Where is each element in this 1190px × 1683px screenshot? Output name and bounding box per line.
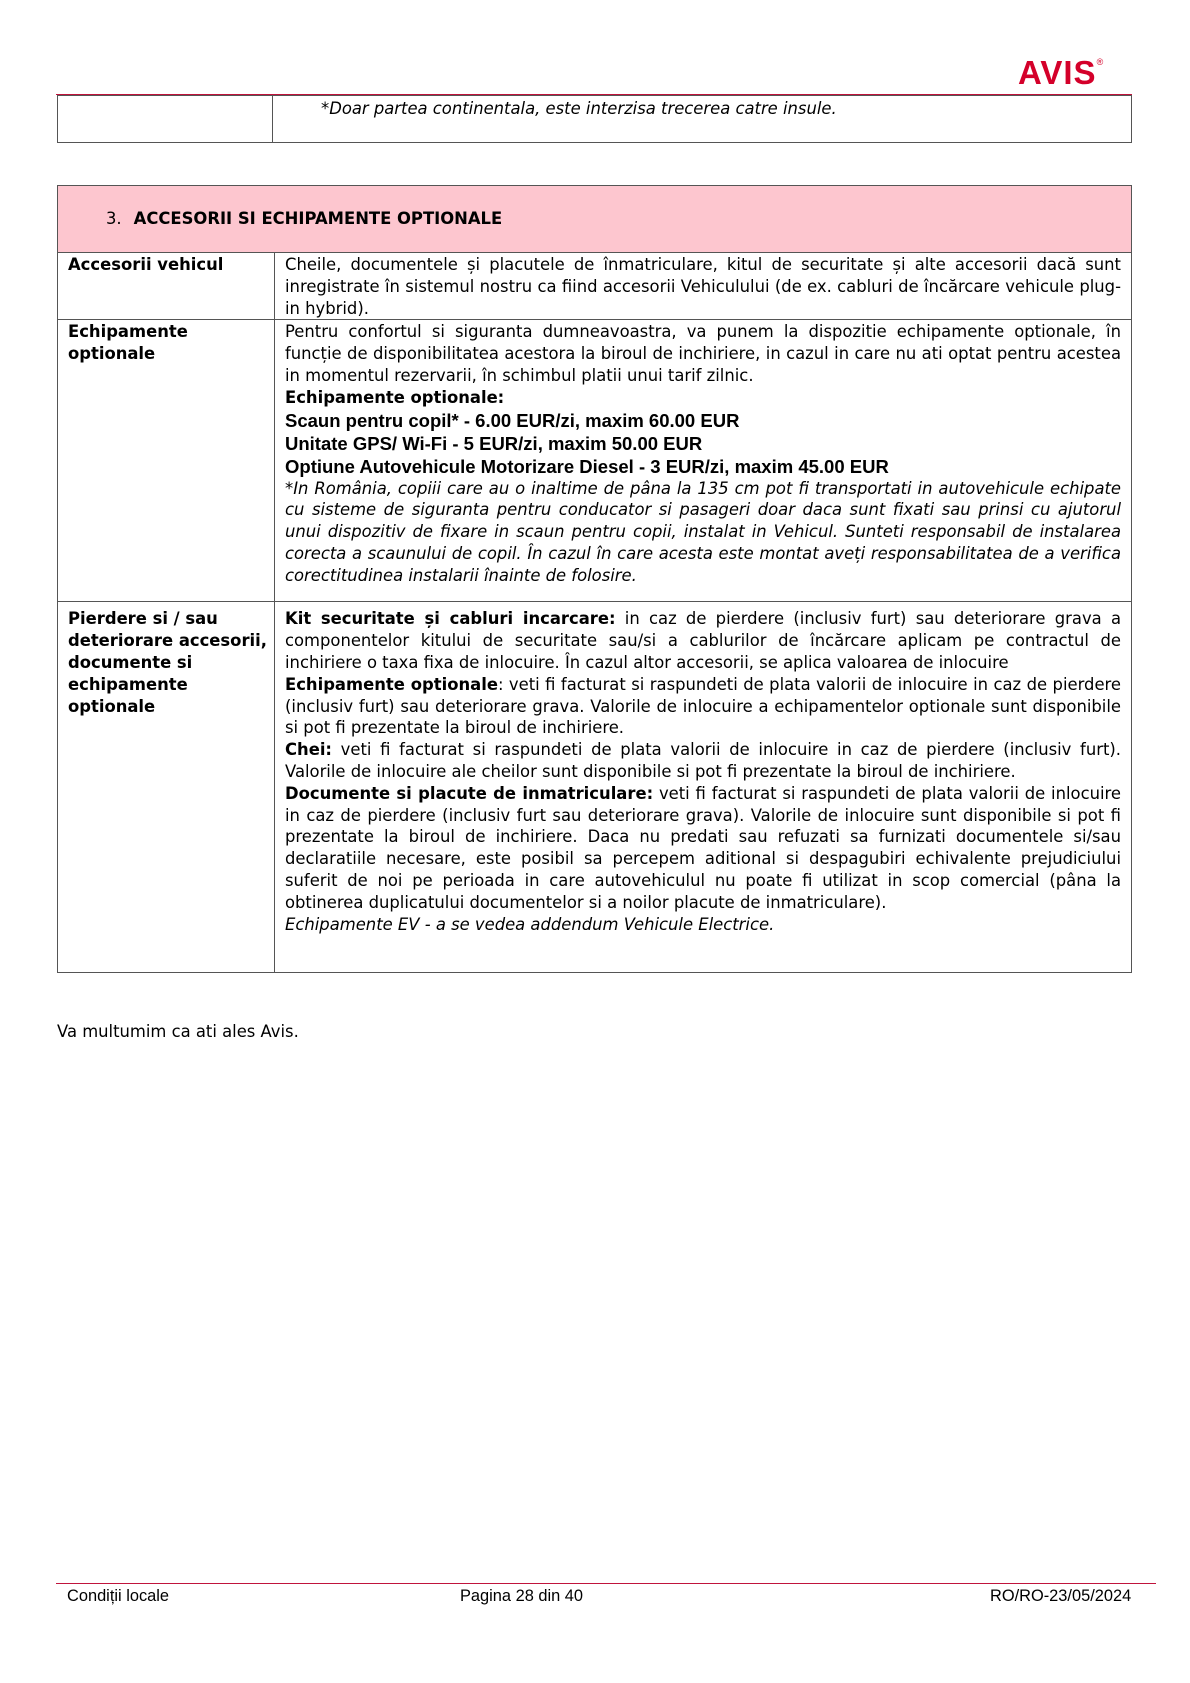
section-number: 3. [106, 209, 122, 229]
paragraph: Chei: veti fi facturat si raspundeti de plata valorii de inlocuire in caz de pierdere (inclusiv furt). Valorile de inlocuire ale cheilor sunt disponibile si pot fi prezentate la biroul de inchiriere. [285, 740, 1121, 781]
loss-damage-cell [275, 602, 1132, 973]
row-label: Pierdere si / sau deteriorare accesorii, documente si echipamente optionale [58, 602, 275, 973]
list-item: Scaun pentru copil* - 6.00 EUR/zi, maxim 60.00 EUR [285, 409, 740, 431]
section-title: ACCESORII SI ECHIPAMENTE OPTIONALE [133, 209, 503, 229]
table-row [58, 320, 1132, 602]
footer-left: Condiții locale [67, 1587, 170, 1605]
optional-list-title: Echipamente optionale: [285, 387, 505, 407]
footer-document-code: RO/RO-23/05/2024 [990, 1587, 1132, 1605]
optional-intro: Pentru confortul si siguranta dumneavoastra, va punem la dispozitie echipamente optionale, în funcție de disponibilitatea acestora la biroul de inchiriere, in cazul in care nu ati optat pentru acestea in momentul rezervarii, în schimbul platii unui tarif zilnic. [285, 322, 1121, 385]
footer-rule [56, 1583, 1156, 1584]
row-text: Cheile, documentele și placutele de înmatriculare, kitul de securitate și alte accesorii dacă sunt inregistrate în sistemul nostru ca fiind accesorii Vehiculului (de ex. cabluri de încărcare vehicule plug-in hybrid). [275, 253, 1132, 320]
optional-equipment-cell [275, 320, 1132, 602]
closing-text: Va multumim ca ati ales Avis. [57, 1022, 299, 1041]
list-item: Optiune Autovehicule Motorizare Diesel - 3 EUR/zi, maxim 45.00 EUR [285, 455, 889, 477]
footer-page-number: Pagina 28 din 40 [460, 1587, 584, 1605]
empty-label-cell [58, 96, 273, 143]
continued-table [57, 95, 1132, 143]
avis-logo: AVIS® [1018, 54, 1104, 91]
list-item: Unitate GPS/ Wi-Fi - 5 EUR/zi, maxim 50.00 EUR [285, 432, 703, 454]
table-row [58, 602, 1132, 973]
paragraph: Echipamente optionale: veti fi facturat si raspundeti de plata valorii de inlocuire in caz de pierdere (inclusiv furt) sau deteriorare grava. Valorile de inlocuire a echipamentelor optionale sunt disponibile si pot fi prezentate la biroul de inchiriere. [285, 674, 1121, 738]
paragraph: Documente si placute de inmatriculare: veti fi facturat si raspundeti de plata valorii de inlocuire in caz de pierdere (inclusiv furt sau deteriorare grava). Valorile de inlocuire sunt disponibile si pot fi prezentate la biroul de inchiriere. Daca nu predati sau refuzati sa furnizati documentele si/sau declaratiile necesare, este posibil sa percepem aditional si despagubiri echivalente prejudiciului suferit de noi pe perioada in care autovehiculul nu poate fi utilizat in scop comercial (pâna la obtinerea duplicatului documentelor si a noilor placute de inmatriculare). [285, 783, 1121, 912]
table-row [58, 253, 1132, 320]
registered-mark: ® [1096, 57, 1104, 67]
row-label: Accesorii vehicul [58, 253, 275, 320]
ev-note: Echipamente EV - a se vedea addendum Vehicule Electrice. [285, 914, 775, 934]
section-header [58, 186, 1132, 253]
paragraph: Kit securitate și cabluri incarcare: in caz de pierdere (inclusiv furt) sau deteriorare grava a componentelor kitului de securitate sau/si a cablurilor de încărcare aplicam pe contractul de inchiriere o taxa fixa de inlocuire. În cazul altor accesorii, se aplica valoarea de inlocuire [285, 609, 1121, 672]
territory-note: *Doar partea continentala, este interzisa trecerea catre insule. [273, 96, 1132, 143]
row-label: Echipamente optionale [58, 320, 275, 602]
accessories-table [57, 185, 1132, 973]
child-seat-footnote: *In România, copiii care au o inaltime de pâna la 135 cm pot fi transportati in autovehicule echipate cu sisteme de siguranta pentru conducator si pasageri doar daca sunt fixati sau prinsi cu ajutorul unui dispozitiv de fixare in scaun pentru copii, instalat in Vehicul. Sunteti responsabil de instalarea corecta a scaunului de copil. În cazul în care acesta este montat aveți responsabilitatea de a verifica corectitudinea instalarii înainte de folosire. [285, 478, 1121, 585]
